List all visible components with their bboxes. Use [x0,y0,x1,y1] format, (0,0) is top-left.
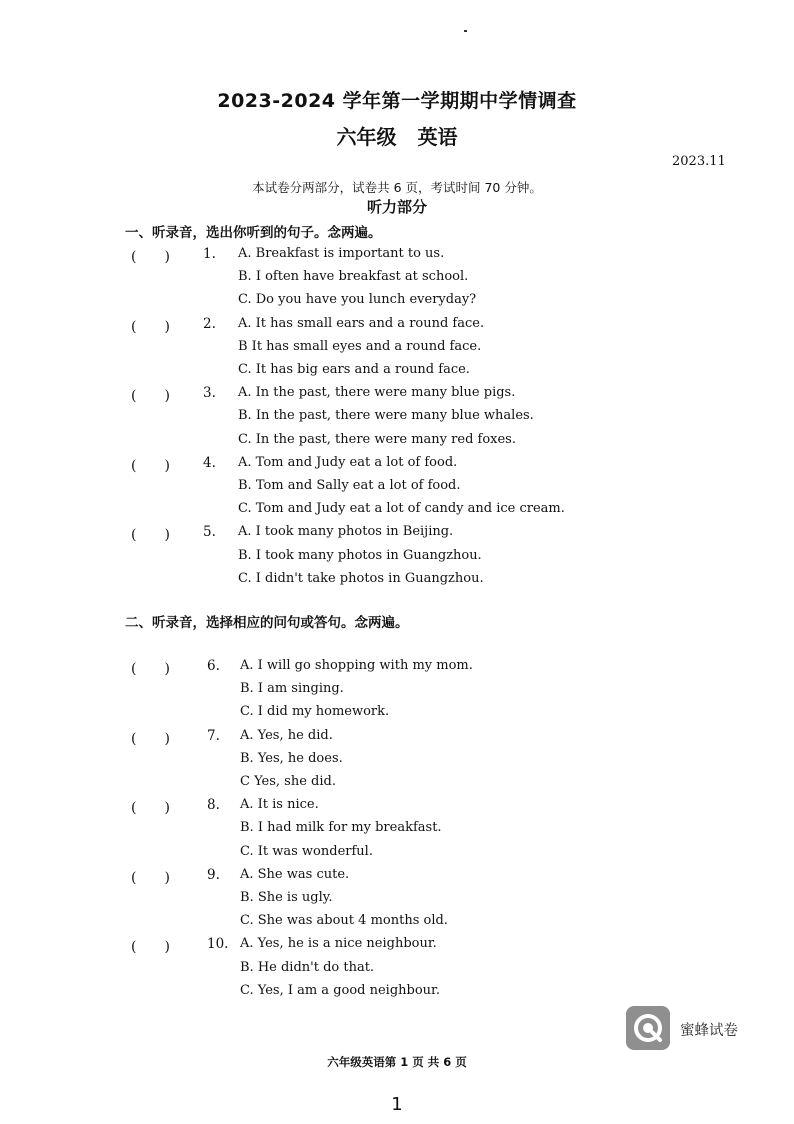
answer-option: C. Do you have you lunch everyday? [238,292,477,308]
answer-blank[interactable]: ( ) [131,939,170,956]
answer-option: A. It is nice. [240,797,319,813]
answer-option: A. Tom and Judy eat a lot of food. [238,454,458,470]
answer-option: C. She was about 4 months old. [240,913,448,929]
question-number: 8. [207,797,220,814]
answer-option: B. In the past, there were many blue whales. [238,408,534,424]
answer-option: B. I had milk for my breakfast. [240,820,442,836]
question-number: 9. [207,866,220,883]
answer-blank[interactable]: ( ) [131,661,170,677]
answer-blank[interactable]: ( ) [131,730,170,747]
exam-date: 2023.11 [672,154,726,169]
answer-option: A. Yes, he is a nice neighbour. [240,936,437,952]
answer-option: A. I will go shopping with my mom. [240,658,473,673]
exam-intro: 本试卷分两部分，试卷共 6 页，考试时间 70 分钟。 [252,180,542,195]
answer-option: A. It has small ears and a round face. [238,315,485,331]
answer-option: B. Tom and Sally eat a lot of food. [238,478,461,493]
answer-option: C. It has big ears and a round face. [238,362,470,377]
answer-option: A. I took many photos in Beijing. [238,524,454,540]
answer-blank[interactable]: ( ) [131,800,170,817]
answer-option: C Yes, she did. [240,774,336,789]
bee-logo-icon [626,1006,670,1050]
question-number: 4. [203,454,216,471]
answer-option: C. In the past, there were many red foxes. [238,431,516,447]
answer-option: B. Yes, he does. [240,750,343,766]
page-footer: 六年级英语第 1 页 共 6 页 [327,1055,467,1069]
question-number: 5. [203,524,216,541]
watermark-logo [626,1006,670,1050]
exam-subtitle: 六年级 英语 [336,125,458,149]
section-heading: 一、听录音，选出你听到的句子。念两遍。 [125,225,382,241]
answer-option: B. He didn't do that. [240,959,375,975]
answer-option: A. In the past, there were many blue pigs. [238,385,516,401]
answer-blank[interactable]: ( ) [131,527,170,544]
part-title: 听力部分 [366,198,427,216]
question-number: 6. [207,658,220,674]
answer-option: C. Yes, I am a good neighbour. [240,982,440,998]
page-number: 1 [391,1094,403,1115]
answer-option: C. It was wonderful. [240,843,373,859]
question-number: 7. [207,727,220,744]
scan-speck [464,30,467,32]
question-number: 10. [207,936,229,953]
question-number: 3. [203,385,216,402]
answer-blank[interactable]: ( ) [131,249,170,265]
section-heading: 二、听录音，选择相应的问句或答句。念两遍。 [125,615,409,631]
answer-option: B. She is ugly. [240,890,333,905]
answer-option: B. I am singing. [240,681,344,697]
answer-blank[interactable]: ( ) [131,388,170,405]
answer-blank[interactable]: ( ) [131,869,170,886]
watermark-text: 蜜蜂试卷 [680,1023,738,1039]
answer-option: B It has small eyes and a round face. [238,338,482,354]
answer-blank[interactable]: ( ) [131,318,170,335]
answer-option: A. Yes, he did. [240,727,333,743]
answer-option: C. I didn't take photos in Guangzhou. [238,570,484,586]
answer-option: C. Tom and Judy eat a lot of candy and ice cream. [238,501,565,517]
answer-option: C. I did my homework. [240,704,390,720]
answer-option: A. She was cute. [240,866,350,882]
question-number: 2. [203,315,216,332]
question-number: 1. [203,246,216,262]
exam-title: 2023-2024 学年第一学期期中学情调查 [217,90,577,112]
answer-option: A. Breakfast is important to us. [238,246,445,261]
answer-option: B. I often have breakfast at school. [238,269,469,285]
answer-option: B. I took many photos in Guangzhou. [238,547,482,563]
answer-blank[interactable]: ( ) [131,457,170,474]
